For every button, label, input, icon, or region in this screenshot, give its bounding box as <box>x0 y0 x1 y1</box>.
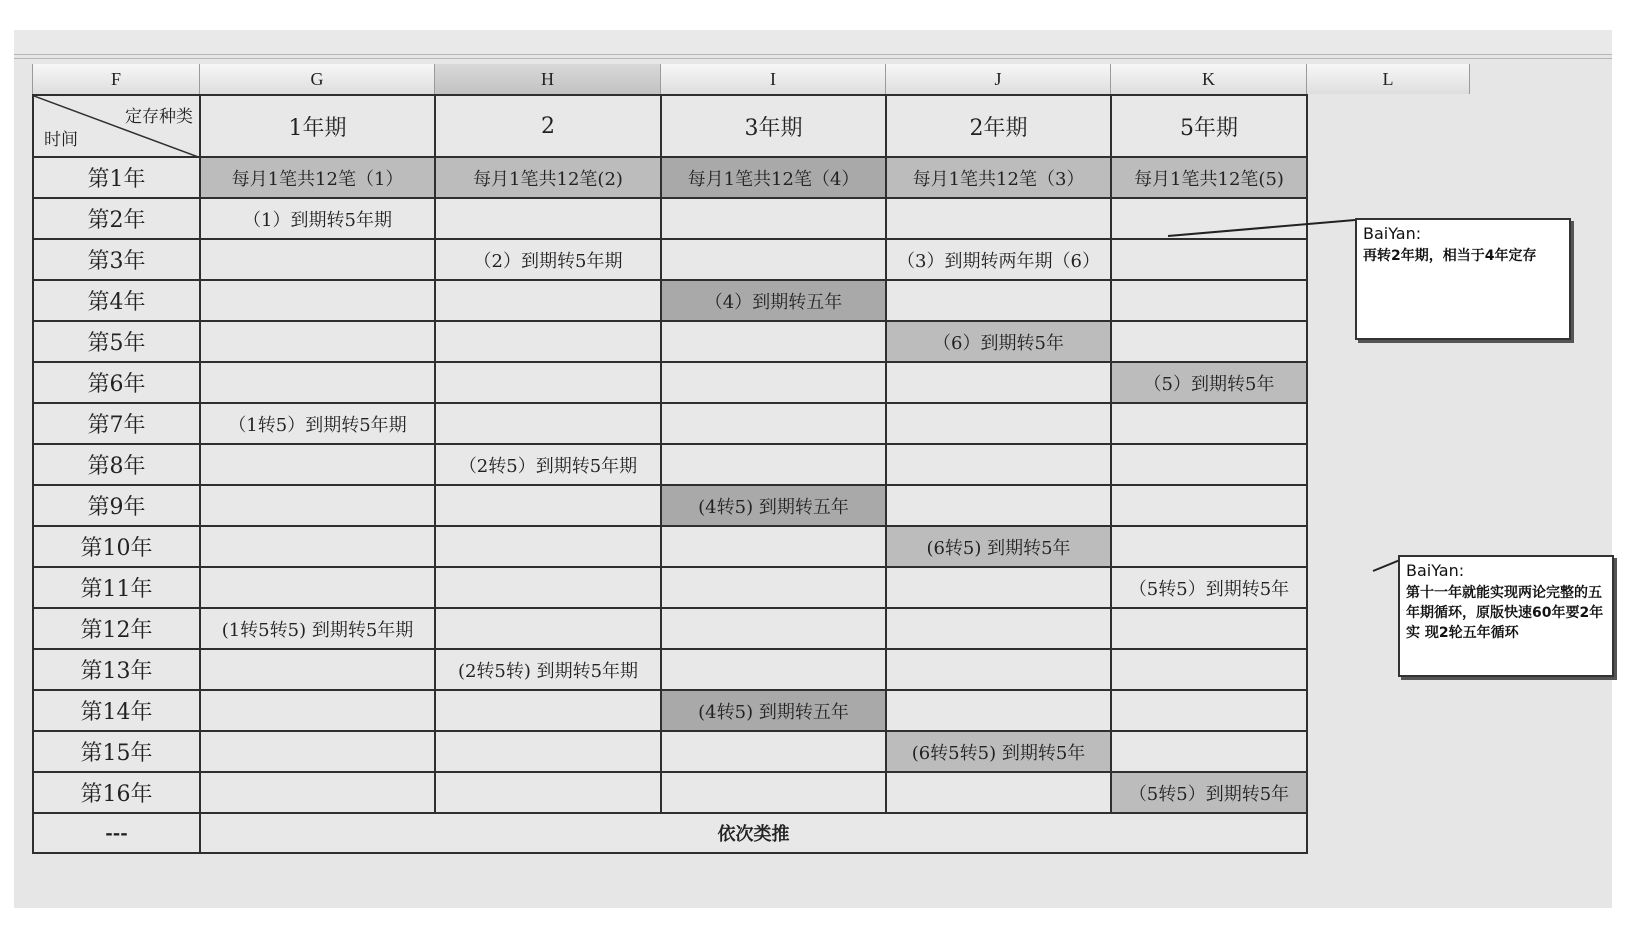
comment-author: BaiYan: <box>1363 224 1422 243</box>
cell-i[interactable]: 每月1笔共12笔（4） <box>661 157 886 198</box>
year-cell[interactable]: 第16年 <box>33 772 200 813</box>
header-cell-g[interactable]: 1年期 <box>200 95 435 157</box>
cell-j[interactable]: （6）到期转5年 <box>886 321 1111 362</box>
header-cell-i[interactable]: 3年期 <box>661 95 886 157</box>
column-header-k[interactable]: K <box>1110 64 1306 94</box>
year-cell[interactable]: 第3年 <box>33 239 200 280</box>
year-cell[interactable]: 第15年 <box>33 731 200 772</box>
cell-h[interactable]: （2）到期转5年期 <box>435 239 661 280</box>
year-cell[interactable]: 第11年 <box>33 567 200 608</box>
footer-ellipsis-cell[interactable]: --- <box>33 813 200 853</box>
cell-j[interactable]: 每月1笔共12笔（3） <box>886 157 1111 198</box>
cell-i[interactable]: (4转5) 到期转五年 <box>661 690 886 731</box>
cell-g[interactable]: （1）到期转5年期 <box>200 198 435 239</box>
cell-j[interactable]: (6转5转5) 到期转5年 <box>886 731 1111 772</box>
column-header-i[interactable]: I <box>660 64 885 94</box>
cell-k[interactable]: 每月1笔共12笔(5) <box>1111 157 1307 198</box>
year-cell[interactable]: 第9年 <box>33 485 200 526</box>
year-cell[interactable]: 第6年 <box>33 362 200 403</box>
column-header-h[interactable]: H <box>434 64 660 94</box>
year-cell[interactable]: 第10年 <box>33 526 200 567</box>
column-header-j[interactable]: J <box>885 64 1110 94</box>
column-header-g[interactable]: G <box>199 64 434 94</box>
column-header-f[interactable]: F <box>32 64 199 94</box>
cell-g[interactable]: （1转5）到期转5年期 <box>200 403 435 444</box>
comment-text: 再转2年期，相当于4年定存 <box>1363 248 1537 264</box>
year-cell[interactable]: 第4年 <box>33 280 200 321</box>
footer-merged-cell[interactable]: 依次类推 <box>200 813 1307 853</box>
year-cell[interactable]: 第5年 <box>33 321 200 362</box>
cell-h[interactable]: 每月1笔共12笔(2) <box>435 157 661 198</box>
column-header-l[interactable]: L <box>1306 64 1470 94</box>
cell-k[interactable]: （5转5）到期转5年 <box>1111 567 1307 608</box>
cell-j[interactable]: (6转5) 到期转5年 <box>886 526 1111 567</box>
year-cell[interactable]: 第2年 <box>33 198 200 239</box>
corner-label-time: 时间 <box>44 130 78 150</box>
comment-box-2[interactable] <box>1398 555 1614 677</box>
year-cell[interactable]: 第7年 <box>33 403 200 444</box>
comment-arrow-1 <box>1168 220 1355 236</box>
header-cell-h[interactable]: 2 <box>435 95 661 157</box>
cell-i[interactable]: （4）到期转五年 <box>661 280 886 321</box>
year-cell[interactable]: 第13年 <box>33 649 200 690</box>
year-cell[interactable]: 第14年 <box>33 690 200 731</box>
comment-author: BaiYan: <box>1406 561 1465 580</box>
cell-h[interactable]: (2转5转) 到期转5年期 <box>435 649 661 690</box>
comment-text: 第十一年就能实现两论完整的五年期循环，原版快速60年要2年实 现2轮五年循环 <box>1406 585 1604 641</box>
cell-i[interactable]: (4转5) 到期转五年 <box>661 485 886 526</box>
cell-g[interactable]: (1转5转5) 到期转5年期 <box>200 608 435 649</box>
cell-g[interactable]: 每月1笔共12笔（1） <box>200 157 435 198</box>
year-cell[interactable]: 第1年 <box>33 157 200 198</box>
header-cell-k[interactable]: 5年期 <box>1111 95 1307 157</box>
header-cell-j[interactable]: 2年期 <box>886 95 1111 157</box>
year-cell[interactable]: 第12年 <box>33 608 200 649</box>
year-cell[interactable]: 第8年 <box>33 444 200 485</box>
cell-h[interactable]: （2转5）到期转5年期 <box>435 444 661 485</box>
corner-label-type: 定存种类 <box>125 107 193 127</box>
comment-box-1[interactable] <box>1355 218 1571 340</box>
cell-k[interactable]: （5）到期转5年 <box>1111 362 1307 403</box>
cell-j[interactable]: （3）到期转两年期（6） <box>886 239 1111 280</box>
comment-arrow-2 <box>1373 560 1400 571</box>
cell-k[interactable]: （5转5）到期转5年 <box>1111 772 1307 813</box>
